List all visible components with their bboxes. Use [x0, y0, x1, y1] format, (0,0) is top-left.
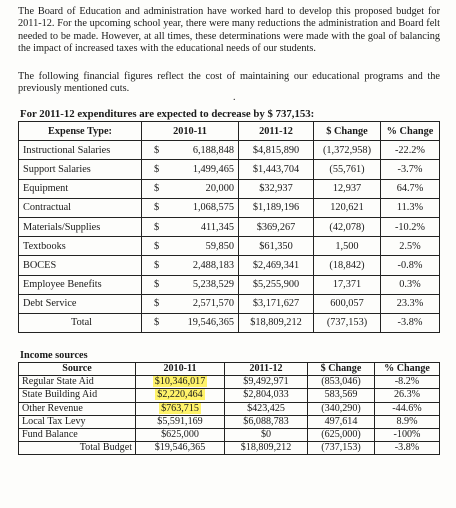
- column-header: 2010-11: [136, 363, 225, 376]
- amount-2010-cell: [142, 313, 239, 332]
- amount-2011-cell: $61,350: [239, 237, 314, 256]
- dollar-change-cell: (55,761): [314, 160, 381, 179]
- expense-type-cell: Contractual: [19, 198, 142, 217]
- percent-change-cell: -100%: [375, 428, 440, 441]
- stray-mark: .: [233, 92, 236, 103]
- dollar-change-cell: 1,500: [314, 237, 381, 256]
- income-source-cell: Regular State Aid: [19, 376, 136, 389]
- amount-2011-cell: $9,492,971: [225, 376, 308, 389]
- percent-change-cell: -3.8%: [381, 313, 440, 332]
- table-row: [19, 275, 440, 294]
- income-source-cell: State Building Aid: [19, 389, 136, 402]
- expense-type-cell: Total: [19, 313, 142, 332]
- currency-symbol: $: [154, 298, 160, 310]
- expenditures-title: For 2011-12 expenditures are expected to decrease by $ 737,153:: [20, 108, 315, 120]
- currency-symbol: $: [154, 144, 160, 156]
- expense-type-cell: Equipment: [19, 179, 142, 198]
- dollar-change-cell: 600,057: [314, 294, 381, 313]
- percent-change-cell: 11.3%: [381, 198, 440, 217]
- percent-change-cell: -44.6%: [375, 402, 440, 415]
- currency-symbol: $: [154, 202, 160, 214]
- dollar-change-cell: (1,372,958): [314, 141, 381, 160]
- amount-2010-value: 1,068,575: [192, 202, 234, 214]
- percent-change-cell: 0.3%: [381, 275, 440, 294]
- amount-2010-cell: [136, 389, 225, 402]
- amount-2011-cell: $6,088,783: [225, 415, 308, 428]
- table-header-row: [19, 363, 440, 376]
- dollar-change-cell: 120,621: [314, 198, 381, 217]
- amount-2010-value: $763,715: [161, 402, 199, 414]
- table-row: [19, 179, 440, 198]
- percent-change-cell: -10.2%: [381, 217, 440, 236]
- income-source-cell: Fund Balance: [19, 428, 136, 441]
- amount-2011-cell: $1,189,196: [239, 198, 314, 217]
- column-header: 2011-12: [225, 363, 308, 376]
- percent-change-cell: -8.2%: [375, 376, 440, 389]
- dollar-change-cell: 12,937: [314, 179, 381, 198]
- column-header: 2011-12: [239, 122, 314, 141]
- table-row: [19, 160, 440, 179]
- column-header: % Change: [381, 122, 440, 141]
- amount-2010-cell: [142, 160, 239, 179]
- table-total-row: [19, 442, 440, 455]
- amount-2011-cell: $2,469,341: [239, 256, 314, 275]
- expenditures-table: [18, 121, 440, 333]
- amount-2010-value: 5,238,529: [192, 279, 234, 291]
- amount-2010-cell: [142, 198, 239, 217]
- column-header: % Change: [375, 363, 440, 376]
- amount-2010-value: 19,546,365: [187, 317, 234, 329]
- amount-2011-cell: $1,443,704: [239, 160, 314, 179]
- amount-2010-cell: [142, 141, 239, 160]
- amount-2010-value: $2,220,464: [157, 389, 203, 401]
- amount-2011-cell: $4,815,890: [239, 141, 314, 160]
- expense-type-cell: Employee Benefits: [19, 275, 142, 294]
- table-row: [19, 141, 440, 160]
- dollar-change-cell: (737,153): [314, 313, 381, 332]
- amount-2010-cell: [142, 179, 239, 198]
- dollar-change-cell: (340,290): [308, 402, 375, 415]
- percent-change-cell: 2.5%: [381, 237, 440, 256]
- dollar-change-cell: (853,046): [308, 376, 375, 389]
- income-source-cell: Total Budget: [19, 442, 136, 455]
- amount-2010-cell: [136, 442, 225, 455]
- currency-symbol: $: [154, 163, 160, 175]
- amount-2011-cell: $423,425: [225, 402, 308, 415]
- currency-symbol: $: [154, 317, 160, 329]
- amount-2010-value: 20,000: [205, 183, 234, 195]
- amount-2010-value: 1,499,465: [192, 163, 234, 175]
- percent-change-cell: 26.3%: [375, 389, 440, 402]
- expense-type-cell: Textbooks: [19, 237, 142, 256]
- amount-2011-cell: $2,804,033: [225, 389, 308, 402]
- percent-change-cell: -3.7%: [381, 160, 440, 179]
- amount-2010-value: 6,188,848: [192, 144, 234, 156]
- dollar-change-cell: 17,371: [314, 275, 381, 294]
- table-row: [19, 389, 440, 402]
- currency-symbol: $: [154, 259, 160, 271]
- dollar-change-cell: (625,000): [308, 428, 375, 441]
- dollar-change-cell: 583,569: [308, 389, 375, 402]
- expense-type-cell: Instructional Salaries: [19, 141, 142, 160]
- income-source-cell: Other Revenue: [19, 402, 136, 415]
- table-row: [19, 294, 440, 313]
- dollar-change-cell: (18,842): [314, 256, 381, 275]
- percent-change-cell: 23.3%: [381, 294, 440, 313]
- amount-2010-cell: [142, 275, 239, 294]
- dollar-change-cell: 497,614: [308, 415, 375, 428]
- table-row: [19, 428, 440, 441]
- percent-change-cell: 64.7%: [381, 179, 440, 198]
- column-header: $ Change: [308, 363, 375, 376]
- intro-paragraph-1: The Board of Education and administration have worked hard to develop this proposed budget for 2011-12. For the upcoming school year, there were many reductions the administration and Board felt needed to be made. However, at all times, these determinations were made with the goal of balancing the impact of increased taxes with the educational needs of our students.: [18, 6, 440, 55]
- dollar-change-cell: (42,078): [314, 217, 381, 236]
- amount-2010-value: $10,346,017: [154, 376, 206, 388]
- amount-2010-value: 2,488,183: [192, 259, 234, 271]
- percent-change-cell: -3.8%: [375, 442, 440, 455]
- table-row: [19, 402, 440, 415]
- amount-2010-value: 59,850: [205, 240, 234, 252]
- table-row: [19, 217, 440, 236]
- column-header: 2010-11: [142, 122, 239, 141]
- table-row: [19, 415, 440, 428]
- amount-2010-cell: [142, 294, 239, 313]
- amount-2010-value: $625,000: [161, 429, 199, 441]
- amount-2010-cell: [136, 402, 225, 415]
- percent-change-cell: -0.8%: [381, 256, 440, 275]
- expense-type-cell: Materials/Supplies: [19, 217, 142, 236]
- table-header-row: [19, 122, 440, 141]
- amount-2011-cell: $3,171,627: [239, 294, 314, 313]
- amount-2011-cell: $0: [225, 428, 308, 441]
- percent-change-cell: -22.2%: [381, 141, 440, 160]
- amount-2010-value: 411,345: [200, 221, 234, 233]
- expense-type-cell: Debt Service: [19, 294, 142, 313]
- amount-2011-cell: $18,809,212: [225, 442, 308, 455]
- amount-2010-cell: [136, 415, 225, 428]
- amount-2010-cell: [136, 376, 225, 389]
- expense-type-cell: Support Salaries: [19, 160, 142, 179]
- dollar-change-cell: (737,153): [308, 442, 375, 455]
- amount-2010-value: 2,571,570: [192, 298, 234, 310]
- amount-2010-cell: [142, 217, 239, 236]
- amount-2010-value: $19,546,365: [154, 442, 206, 454]
- expense-type-cell: BOCES: [19, 256, 142, 275]
- income-source-cell: Local Tax Levy: [19, 415, 136, 428]
- amount-2011-cell: $18,809,212: [239, 313, 314, 332]
- currency-symbol: $: [154, 279, 160, 291]
- table-row: [19, 198, 440, 217]
- amount-2010-value: $5,591,169: [157, 415, 203, 427]
- table-row: [19, 256, 440, 275]
- amount-2010-cell: [142, 237, 239, 256]
- column-header: Source: [19, 363, 136, 376]
- amount-2010-cell: [142, 256, 239, 275]
- currency-symbol: $: [154, 240, 160, 252]
- income-table: [18, 362, 440, 455]
- amount-2010-cell: [136, 428, 225, 441]
- amount-2011-cell: $32,937: [239, 179, 314, 198]
- column-header: Expense Type:: [19, 122, 142, 141]
- income-title: Income sources: [20, 350, 88, 361]
- intro-paragraph-2: The following financial figures reflect the cost of maintaining our educational programs and the previously mentioned cuts.: [18, 71, 440, 95]
- currency-symbol: $: [154, 183, 160, 195]
- table-row: [19, 376, 440, 389]
- table-row: [19, 237, 440, 256]
- percent-change-cell: 8.9%: [375, 415, 440, 428]
- amount-2011-cell: $369,267: [239, 217, 314, 236]
- table-total-row: [19, 313, 440, 332]
- amount-2011-cell: $5,255,900: [239, 275, 314, 294]
- column-header: $ Change: [314, 122, 381, 141]
- currency-symbol: $: [154, 221, 160, 233]
